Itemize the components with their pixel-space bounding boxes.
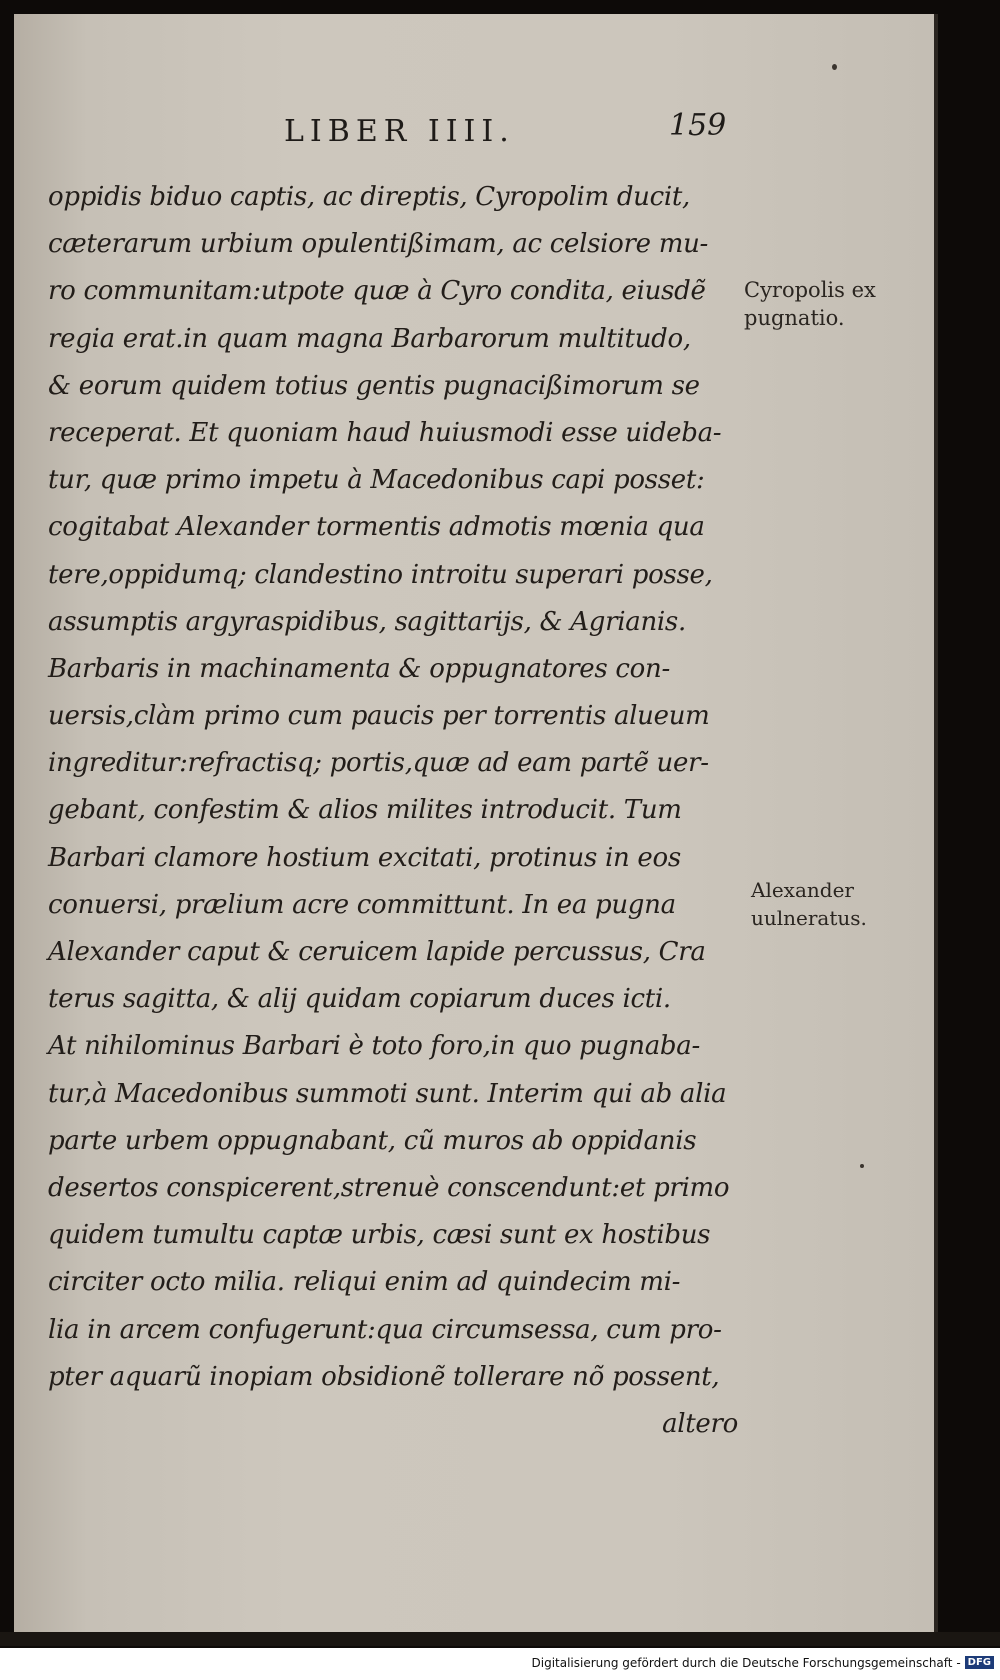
page-number: 159 xyxy=(669,108,727,143)
text-line: quidem tumultu captæ urbis, cæsi sunt ex hostibus xyxy=(48,1220,711,1251)
margin-note-line: Cyropolis ex xyxy=(744,278,876,302)
text-line: parte urbem oppugnabant, cũ muros ab oppidanis xyxy=(48,1125,697,1156)
text-line: ro communitam:utpote quæ à Cyro condita, eiusdẽ xyxy=(48,276,706,307)
page-shadow-edge xyxy=(0,1632,1000,1646)
ink-speck xyxy=(860,1164,864,1168)
text-line: uersis,clàm primo cum paucis per torrentis alueum xyxy=(48,701,710,732)
text-line: lia in arcem confugerunt:qua circumsessa, cum pro- xyxy=(48,1314,722,1345)
margin-note-line: pugnatio. xyxy=(744,306,845,330)
dfg-logo: DFG xyxy=(965,1656,994,1669)
text-line: conuersi, prælium acre committunt. In ea pugna xyxy=(48,889,676,920)
running-title: LIBER IIII. xyxy=(284,114,515,149)
catchword: altero xyxy=(662,1408,738,1439)
text-line: regia erat.in quam magna Barbarorum multitudo, xyxy=(48,323,691,354)
text-line: tere,oppidumq; clandestino introitu superari posse, xyxy=(48,559,713,590)
text-line: cæterarum urbium opulentißimam, ac celsiore mu- xyxy=(48,229,708,260)
text-line: ingreditur:refractisq; portis,quæ ad eam partẽ uer- xyxy=(48,748,709,779)
text-line: oppidis biduo captis, ac direptis, Cyropolim ducit, xyxy=(48,182,691,212)
text-line: circiter octo milia. reliqui enim ad quindecim mi- xyxy=(48,1267,681,1298)
margin-note-alexander xyxy=(751,876,867,932)
text-line: Barbaris in machinamenta & oppugnatores con- xyxy=(48,653,670,684)
text-line: Barbari clamore hostium excitati, protinus in eos xyxy=(48,842,681,873)
text-line: At nihilominus Barbari è toto foro,in quo pugnaba- xyxy=(48,1031,700,1062)
footer-credit: Digitalisierung gefördert durch die Deutsche Forschungsgemeinschaft - xyxy=(531,1656,961,1670)
text-line: pter aquarũ inopiam obsidionẽ tollerare nõ possent, xyxy=(48,1361,720,1392)
text-line: terus sagitta, & alij quidam copiarum duces icti. xyxy=(48,984,671,1015)
book-page xyxy=(14,14,938,1644)
text-line: cogitabat Alexander tormentis admotis mœnia qua xyxy=(48,512,705,543)
ink-speck xyxy=(832,64,837,70)
margin-note-line: Alexander xyxy=(751,878,854,902)
body-text xyxy=(48,174,748,1448)
text-line: receperat. Et quoniam haud huiusmodi esse uideba- xyxy=(48,417,722,448)
text-line: Alexander caput & ceruicem lapide percussus, Cra xyxy=(48,937,706,967)
digitization-footer xyxy=(0,1648,1000,1680)
text-line: gebant, confestim & alios milites introducit. Tum xyxy=(48,795,682,826)
text-line: assumptis argyraspidibus, sagittarijs, & Agrianis. xyxy=(48,606,686,637)
text-line: tur, quæ primo impetu à Macedonibus capi posset: xyxy=(48,465,705,496)
margin-note-line: uulneratus. xyxy=(751,906,867,930)
text-line: tur,à Macedonibus summoti sunt. Interim qui ab alia xyxy=(48,1078,727,1109)
text-line: & eorum quidem totius gentis pugnacißimorum se xyxy=(48,370,700,401)
text-line: desertos conspicerent,strenuè conscendunt:et primo xyxy=(48,1172,730,1203)
margin-note-cyropolis xyxy=(744,276,876,332)
